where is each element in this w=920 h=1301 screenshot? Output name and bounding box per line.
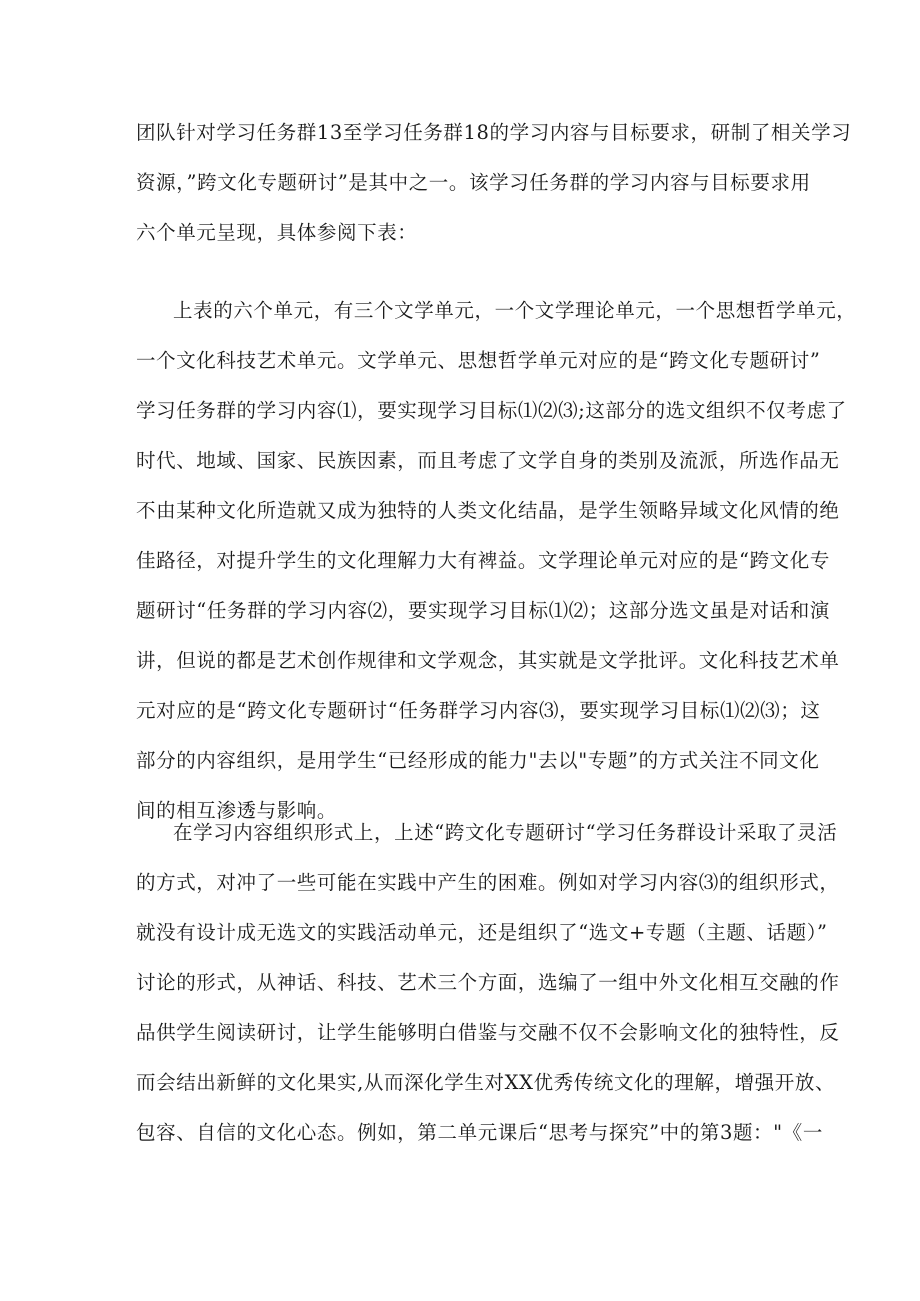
- text-line: 品供学生阅读研讨，让学生能够明白借鉴与交融不仅不会影响文化的独特性，反: [136, 1021, 840, 1044]
- text-line: 六个单元呈现，具体参阅下表：: [136, 221, 418, 244]
- text-line: 在学习内容组织形式上，上述“跨文化专题研讨“学习任务群设计采取了灵活: [173, 821, 838, 844]
- paragraph-3: [136, 808, 840, 1158]
- text-line: 时代、地域、国家、民族因素，而且考虑了文学自身的类别及流派，所选作品无: [136, 449, 840, 472]
- text-line: 题研讨“任务群的学习内容⑵，要实现学习目标⑴⑵；这部分选文虽是对话和演: [136, 599, 830, 622]
- text-line: 资源，”跨文化专题研讨”是其中之一。该学习任务群的学习内容与目标要求用: [136, 171, 811, 194]
- text-line: 包容、自信的文化心态。例如，第二单元课后“思考与探究”中的第3题："《一: [136, 1121, 823, 1144]
- text-line: 团队针对学习任务群13至学习任务群18的学习内容与目标要求，研制了相关学习: [136, 121, 852, 144]
- text-line: 讲，但说的都是艺术创作规律和文学观念，其实就是文学批评。文化科技艺术单: [136, 649, 840, 672]
- text-line: 一个文化科技艺术单元。文学单元、思想哲学单元对应的是“跨文化专题研讨”: [136, 349, 821, 372]
- paragraph-1: [136, 108, 852, 258]
- text-line: 就没有设计成无选文的实践活动单元，还是组织了“选文+专题（主题、话题）”: [136, 921, 828, 944]
- text-line: 学习任务群的学习内容⑴，要实现学习目标⑴⑵⑶;这部分的选文组织不仅考虑了: [136, 399, 847, 422]
- text-line: 而会结出新鲜的文化果实,从而深化学生对XX优秀传统文化的理解，增强开放、: [136, 1071, 836, 1094]
- text-line: 不由某种文化所造就又成为独特的人类文化结晶，是学生领略异域文化风情的绝: [136, 499, 840, 522]
- text-line: 间的相互渗透与影响。: [136, 799, 338, 822]
- text-line: 部分的内容组织，是用学生“已经形成的能力"去以"专题”的方式关注不同文化: [136, 749, 820, 772]
- text-line: 讨论的形式，从神话、科技、艺术三个方面，选编了一组中外文化相互交融的作: [136, 971, 840, 994]
- text-line: 上表的六个单元，有三个文学单元，一个文学理论单元，一个思想哲学单元，: [173, 299, 857, 322]
- text-line: 佳路径，对提升学生的文化理解力大有裨益。文学理论单元对应的是“跨文化专: [136, 549, 830, 572]
- text-line: 的方式，对冲了一些可能在实践中产生的困难。例如对学习内容⑶的组织形式，: [136, 871, 840, 894]
- text-line: 元对应的是“跨文化专题研讨“任务群学习内容⑶，要实现学习目标⑴⑵⑶；这: [136, 699, 821, 722]
- paragraph-2: [136, 286, 857, 836]
